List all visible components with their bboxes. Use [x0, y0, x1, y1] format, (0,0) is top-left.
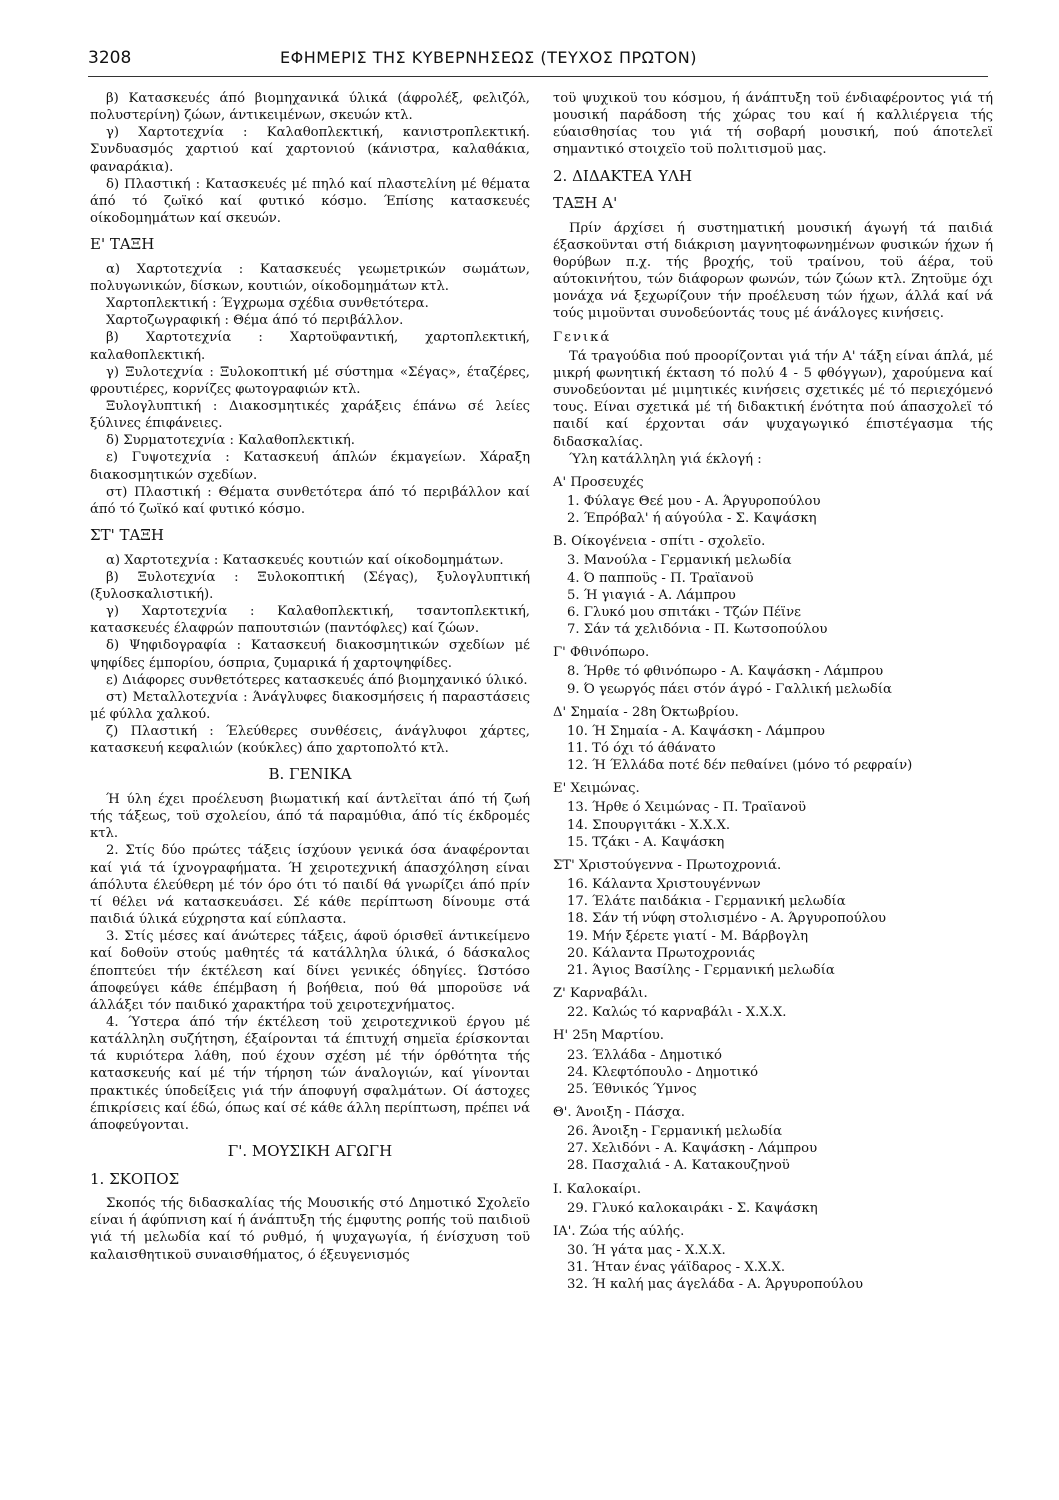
paragraph: β) Ξυλοτεχνία : Ξυλοκοπτική (Σέγας), ξυλογλυπτική (ξυλοσκαλιστική).	[90, 569, 530, 602]
paragraph: τοϋ ψυχικοϋ του κόσμου, ή άνάπτυξη τοϋ ένδιαφέροντος γιά τή μουσική παράδοση τής χώρας του καί ή καλλιέργεια τής εύαισθησίας του γιά τή σοβαρή μουσική, πού άποτελεϊ σημαντικό στοιχεϊο τοϋ πολιτισμοϋ μας.	[553, 91, 993, 158]
paragraph: δ) Πλαστική : Κατασκευές μέ πηλό καί πλαστελίνη μέ θέματα άπό τό ζωϊκό καί φυτικό κόσμο. Έπίσης κατασκευές οίκοδομημάτων καί σκευών.	[90, 176, 530, 227]
paragraph: στ) Μεταλλοτεχνία : Άνάγλυφες διακοσμήσεις ή παραστάσεις μέ φύλλα χαλκού.	[90, 689, 530, 722]
paragraph: 4. Ύστερα άπό τήν έκτέλεση τοϋ χειροτεχνικοϋ έργου μέ κατάλληλη συζήτηση, έξαίρονται τά έπιτυχή σημεϊα έρίσκονται τά κυριότερα λάθη, πού έχουν σχέση μέ τήν όρθότητα τής κατασκευής καί μέ τήν τήρηση τών άναλογιών, καί γίνονται πρακτικές ύποδείξεις γιά τήν άποφυγή σφαλμάτων. Οί άστοχες έπικρίσεις καί έδώ, όπως καί σέ κάθε άλλη περίπτωση, πρέπει νά άποφεύγονται.	[90, 1015, 530, 1133]
list-item: 3. Μανούλα - Γερμανική μελωδία	[567, 553, 792, 569]
list-item: 32. Ή καλή μας άγελάδα - Α. Άργυροπούλου	[567, 1277, 863, 1293]
paragraph: 3. Στίς μέσες καί άνώτερες τάξεις, άφοϋ όρισθεϊ άντικείμενο καί δοθοϋν στούς μαθητές τά κατάλληλα ύλικά, ό δάσκαλος έποπτεύει τήν έκτέλεση καί δίνει γενικές όδηγίες. Ώστόσο άποφεύγει κάθε έπέμβαση ή βοήθεια, πού θά μποροϋσε νά άλλάξει τόν παιδικό χαρακτήρα τοϋ χειροτεχνήματος.	[90, 929, 530, 1013]
paragraph: Ή ύλη έχει προέλευση βιωματική καί άντλεϊται άπό τή ζωή τής τάξεως, τοϋ σχολείου, άπό τά παραμύθια, άπό τίς έκδρομές κτλ.	[90, 791, 530, 842]
list-item: 11. Τό όχι τό άθάνατο	[567, 741, 716, 756]
category-title: Ζ' Καρναβάλι.	[553, 986, 648, 1002]
list-item: 8. Ήρθε τό φθινόπωρο - Α. Καψάσκη - Λάμπρου	[567, 664, 884, 680]
paragraph: Ξυλογλυπτική : Διακοσμητικές χαράξεις έπάνω σέ λείες ξύλινες έπιφάνειες.	[90, 399, 530, 432]
section-heading-st: ΣΤ' ΤΑΞΗ	[90, 526, 164, 545]
category-title: Ι. Καλοκαίρι.	[553, 1181, 642, 1197]
list-item: 2. Έπρόβαλ' ή αύγούλα - Σ. Καψάσκη	[567, 511, 817, 527]
paragraph: δ) Συρματοτεχνία : Καλαθοπλεκτική.	[106, 433, 355, 449]
list-item: 27. Χελιδόνι - Α. Καψάσκη - Λάμπρου	[567, 1141, 818, 1157]
list-item: 29. Γλυκό καλοκαιράκι - Σ. Καψάσκη	[567, 1200, 818, 1216]
list-item: 7. Σάν τά χελιδόνια - Π. Κωτσοπούλου	[567, 622, 828, 638]
list-item: 31. Ήταν ένας γάϊδαρος - Χ.Χ.Χ.	[567, 1260, 786, 1276]
paragraph: στ) Πλαστική : Θέματα συνθετότερα άπό τό περιβάλλον καί άπό τό ζωϊκό καί φυτικό κόσμο.	[90, 484, 530, 517]
category-title: ΣΤ' Χριστούγεννα - Πρωτοχρονιά.	[553, 857, 782, 873]
paragraph: Σκοπός τής διδασκαλίας τής Μουσικής στό Δημοτικό Σχολεϊο είναι ή άφύπνιση καί ή άνάπτυξη τής έμφυτης ροπής τοϋ παιδιοϋ γιά τή μελωδία καί τό ρυθμό, ή ψυχαγωγία, ή ένίσχυση τοϋ καλαισθητικοϋ συναισθήματος, ό έξευγενισμός	[90, 1196, 530, 1263]
paragraph: Πρίν άρχίσει ή συστηματική μουσική άγωγή τά παιδιά έξασκοϋνται στή διάκριση μαγνητοφωνημένων φυσικών ήχων ή θορύβων π.χ. τής βροχής, τοϋ τραίνου, τοϋ άέρα, τοϋ αύτοκινήτου, τών διάφορων φωνών, τών ζώων κτλ. Ζητοϋμε όχι μονάχα νά ξεχωρίζουν τήν προέλευση τών ήχων, άλλά καί νά τούς μιμοϋνται συνοδεύοντάς τους μέ άνάλογες κινήσεις.	[553, 220, 993, 322]
list-item: 17. Έλάτε παιδάκια - Γερμανική μελωδία	[567, 894, 846, 910]
list-item: 5. Ή γιαγιά - Α. Λάμπρου	[567, 587, 736, 603]
list-item: 19. Μήν ξέρετε γιατί - Μ. Βάρβογλη	[567, 928, 808, 944]
section-heading-didaktea: 2. ΔΙΔΑΚΤΕΑ ΥΛΗ	[553, 166, 693, 185]
paragraph: Τά τραγούδια πού προορίζονται γιά τήν Α' τάξη είναι άπλά, μέ μικρή φωνητική έκταση τό πολύ 4 - 5 φθόγγων), χαρούμενα καί συνοδεύονται μέ μιμητικές κινήσεις σχετικές μέ τό περιεχόμενό τους. Είναι σχετικά μέ τή διδακτική ένότητα πού άπασχολεϊ τό παιδί καί έρχονται σάν ψυχαγωγικό έπιστέγασμα τής διδασκαλίας.	[553, 348, 993, 450]
genika-label: Γενικά	[553, 329, 612, 345]
list-item: 26. Άνοιξη - Γερμανική μελωδία	[567, 1124, 783, 1140]
paragraph: γ) Χαρτοτεχνία : Καλαθοπλεκτική, τσαντοπλεκτική, κατασκευές έλαφρών παπουτσιών (παντόφλες) καί ζώων.	[90, 604, 530, 637]
subsection-heading-skopos: 1. ΣΚΟΠΟΣ	[90, 1169, 180, 1188]
paragraph: β) Χαρτοτεχνία : Χαρτοϋφαντική, χαρτοπλεκτική, καλαθοπλεκτική.	[90, 330, 530, 363]
left-column	[90, 90, 530, 1264]
category-title: Δ' Σημαία - 28η Όκτωβρίου.	[553, 704, 739, 720]
subsection-heading-taxi-a: ΤΑΞΗ Α'	[553, 194, 618, 213]
paragraph: Χαρτοζωγραφική : Θέμα άπό τό περιβάλλον.	[106, 313, 404, 329]
paragraph: β) Κατασκευές άπό βιομηχανικά ύλικά (άφρολέξ, φελιζόλ, πολυστερίνη) ζώων, άντικειμένων, σκευών κτλ.	[90, 91, 530, 124]
category-title: Α' Προσευχές	[553, 474, 644, 490]
list-item: 23. Έλλάδα - Δημοτικό	[567, 1047, 722, 1063]
list-item: 12. Ή Έλλάδα ποτέ δέν πεθαίνει (μόνο τό ρεφραίν)	[567, 758, 913, 774]
list-item: 16. Κάλαντα Χριστουγέννων	[567, 877, 761, 893]
paragraph: Χαρτοπλεκτική : Έγχρωμα σχέδια συνθετότερα.	[106, 296, 429, 312]
list-item: 6. Γλυκό μου σπιτάκι - Τζών Πέϊνε	[567, 604, 801, 620]
paragraph: ε) Γυψοτεχνία : Κατασκευή άπλών έκμαγείων. Χάραξη διακοσμητικών σχεδίων.	[90, 450, 530, 483]
list-item: 22. Καλώς τό καρναβάλι - Χ.Χ.Χ.	[567, 1005, 787, 1021]
paragraph: γ) Χαρτοτεχνία : Καλαθοπλεκτική, κανιστροπλεκτική. Συνδυασμός χαρτιού καί χαρτονιού (κάνιστρα, καλαθάκια, φαναράκια).	[90, 125, 530, 175]
list-item: 14. Σπουργιτάκι - Χ.Χ.Χ.	[567, 817, 731, 833]
paragraph: ε) Διάφορες συνθετότερες κατασκευές άπό βιομηχανικό ύλικό.	[106, 672, 528, 688]
list-item: 1. Φύλαγε Θεέ μου - Α. Άργυροπούλου	[567, 493, 821, 509]
right-column	[553, 90, 993, 1294]
list-item: 10. Ή Σημαία - Α. Καψάσκη - Λάμπρου	[567, 723, 825, 739]
page-header	[88, 48, 988, 74]
list-item: 20. Κάλαντα Πρωτοχρονιάς	[567, 945, 755, 961]
category-title: Γ' Φθινόπωρο.	[553, 645, 650, 661]
category-title: Ε' Χειμώνας.	[553, 781, 640, 797]
list-item: 9. Ό γεωργός πάει στόν άγρό - Γαλλική μελωδία	[567, 681, 892, 697]
category-title: Η' 25η Μαρτίου.	[553, 1028, 664, 1044]
header-rule	[88, 76, 988, 77]
paragraph: α) Χαρτοτεχνία : Κατασκευές κουτιών καί οίκοδομημάτων.	[106, 552, 504, 568]
page-number: 3208	[88, 48, 132, 68]
list-item: 24. Κλεφτόπουλο - Δημοτικό	[567, 1064, 759, 1080]
category-title: Β. Οίκογένεια - σπίτι - σχολεϊο.	[553, 534, 766, 550]
list-item: 4. Ό παπποϋς - Π. Τραϊανοϋ	[567, 570, 754, 586]
paragraph: Ύλη κατάλληλη γιά έκλογή :	[569, 451, 762, 467]
section-heading-genika: Β. ΓΕΝΙΚΑ	[268, 765, 352, 784]
paragraph: γ) Ξυλοτεχνία : Ξυλοκοπτική μέ σύστημα «Σέγας», έταζέρες, φρουτιέρες, κορνίζες φωτογραφιών κτλ.	[90, 364, 530, 397]
section-heading-e: Ε' ΤΑΞΗ	[90, 235, 155, 254]
list-item: 30. Ή γάτα μας - Χ.Χ.Χ.	[567, 1243, 726, 1259]
list-item: 25. Έθνικός Ύμνος	[567, 1081, 697, 1097]
category-title: ΙΑ'. Ζώα τής αύλής.	[553, 1223, 685, 1239]
paragraph: 2. Στίς δύο πρώτες τάξεις ίσχύουν γενικά όσα άναφέρονται καί γιά τά ίχνογραφήματα. Ή χειροτεχνική άπασχόληση είναι άπόλυτα έλεύθερη μέ τόν όρο ότι τό παιδί θά γνωρίζει άπό πρίν τί θέλει νά κατασκευάσει. Σέ κάθε περίπτωση δίνουμε στά παιδιά ύλικά εύχρηστα καί εύπλαστα.	[90, 843, 530, 928]
list-item: 18. Σάν τή νύφη στολισμένο - Α. Άργυροπούλου	[567, 911, 887, 927]
section-heading-mousiki: Γ'. ΜΟΥΣΙΚΗ ΑΓΩΓΗ	[227, 1142, 393, 1161]
gazette-title: ΕΦΗΜΕΡΙΣ ΤΗΣ ΚΥΒΕΡΝΗΣΕΩΣ (ΤΕΥΧΟΣ ΠΡΩΤΟΝ)	[280, 48, 697, 67]
list-item: 21. Άγιος Βασίλης - Γερμανική μελωδία	[567, 962, 835, 978]
list-item: 13. Ήρθε ό Χειμώνας - Π. Τραϊανοϋ	[567, 800, 806, 816]
list-item: 28. Πασχαλιά - Α. Κατακουζηνοϋ	[567, 1158, 790, 1174]
category-title: Θ'. Άνοιξη - Πάσχα.	[553, 1104, 685, 1120]
paragraph: δ) Ψηφιδογραφία : Κατασκευή διακοσμητικών σχεδίων μέ ψηφίδες έμπορίου, όσπρια, ζυμαρικά ή χαρτοψηφίδες.	[90, 638, 530, 671]
paragraph: α) Χαρτοτεχνία : Κατασκευές γεωμετρικών σωμάτων, πολυγωνικών, δίσκων, κουτιών, οίκοδομημάτων κτλ.	[90, 261, 530, 294]
list-item: 15. Τζάκι - Α. Καψάσκη	[567, 834, 725, 850]
paragraph: ζ) Πλαστική : Έλεύθερες συνθέσεις, άνάγλυφοι χάρτες, κατασκευή κεφαλιών (κούκλες) άπο χαρτοπολτό κτλ.	[90, 724, 530, 757]
